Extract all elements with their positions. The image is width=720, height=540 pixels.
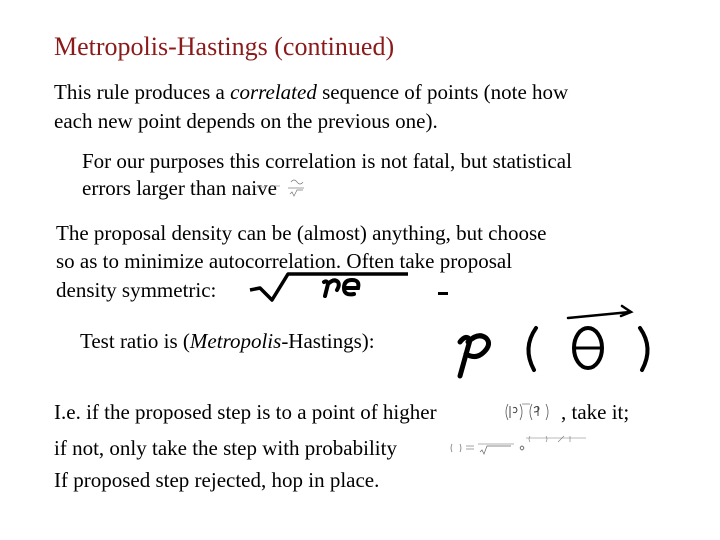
- higher-density-formula-image: [498, 396, 556, 426]
- para5-line1-post: , take it;: [561, 400, 630, 424]
- naive-error-formula-image: [250, 175, 310, 201]
- para5-line2: if not, only take the step with probability: [54, 436, 397, 460]
- para4-pre: Test ratio is (: [80, 329, 190, 353]
- para3-line2: so as to minimize autocorrelation. Often take proposal: [56, 249, 513, 273]
- para5-line1-pre: I.e. if the proposed step is to a point of higher: [54, 400, 437, 424]
- para4-line: [80, 329, 375, 353]
- para2-line2: errors larger than naive: [82, 176, 277, 200]
- para3-line3: density symmetric:: [56, 278, 217, 302]
- para1-emphasis: correlated: [230, 80, 317, 104]
- probability-formula-image: [446, 430, 596, 458]
- para1-line1-post: sequence of points (note how: [316, 80, 569, 104]
- para1-line1-pre: This rule produces a: [54, 80, 231, 104]
- para3-line1: The proposal density can be (almost) anything, but choose: [56, 221, 547, 245]
- test-ratio-formula-image: [440, 300, 670, 382]
- symmetric-density-formula-image: [246, 270, 456, 304]
- para5-line3: If proposed step rejected, hop in place.: [54, 468, 380, 492]
- para4-emphasis: Metropolis: [189, 329, 282, 353]
- para1-line2: each new point depends on the previous one).: [54, 109, 438, 133]
- slide-title: Metropolis-Hastings (continued): [54, 32, 395, 61]
- para1-line1: [54, 80, 568, 104]
- para2-line1: For our purposes this correlation is not fatal, but statistical: [82, 149, 572, 173]
- para4-post: -Hastings):: [281, 329, 375, 353]
